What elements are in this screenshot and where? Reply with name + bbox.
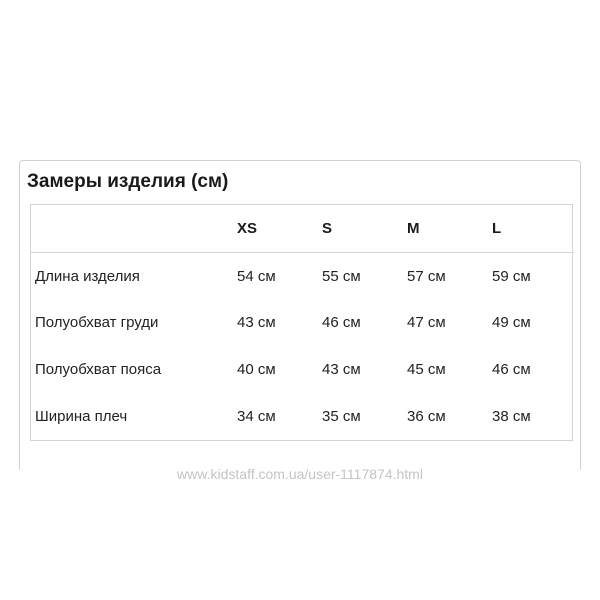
table-cell: 45 см bbox=[407, 361, 446, 378]
table-cell: 59 см bbox=[492, 267, 531, 285]
table-cell: 46 см bbox=[492, 361, 531, 378]
card-title: Замеры изделия (см) bbox=[27, 171, 229, 192]
table-row bbox=[31, 393, 574, 440]
size-table-container bbox=[30, 204, 573, 441]
table-cell: 49 см bbox=[492, 314, 531, 331]
table-cell: 43 см bbox=[237, 314, 276, 331]
header-cell-measure bbox=[31, 205, 237, 252]
watermark: www.kidstaff.com.ua/user-1117874.html bbox=[177, 466, 423, 482]
table-cell: 34 см bbox=[237, 408, 276, 425]
row-label: Ширина плеч bbox=[35, 408, 128, 425]
row-label: Длина изделия bbox=[35, 267, 140, 285]
size-chart-card bbox=[19, 160, 581, 470]
table-cell: 46 см bbox=[322, 314, 361, 331]
table-cell: 35 см bbox=[322, 408, 361, 425]
header-cell-m: M bbox=[407, 219, 420, 237]
table-cell: 57 см bbox=[407, 267, 446, 285]
table-header-row bbox=[31, 205, 574, 252]
table-cell: 47 см bbox=[407, 314, 446, 331]
size-table bbox=[31, 205, 574, 440]
row-label: Полуобхват груди bbox=[35, 314, 159, 331]
table-row bbox=[31, 252, 574, 299]
table-cell: 43 см bbox=[322, 361, 361, 378]
header-cell-l: L bbox=[492, 219, 502, 237]
header-cell-xs: XS bbox=[237, 219, 258, 237]
row-label: Полуобхват пояса bbox=[35, 361, 162, 378]
table-cell: 54 см bbox=[237, 267, 276, 285]
table-row bbox=[31, 299, 574, 346]
table-row bbox=[31, 346, 574, 393]
table-cell: 55 см bbox=[322, 267, 361, 285]
table-cell: 36 см bbox=[407, 408, 446, 425]
table-cell: 38 см bbox=[492, 408, 531, 425]
header-cell-s: S bbox=[322, 219, 333, 237]
table-cell: 40 см bbox=[237, 361, 276, 378]
